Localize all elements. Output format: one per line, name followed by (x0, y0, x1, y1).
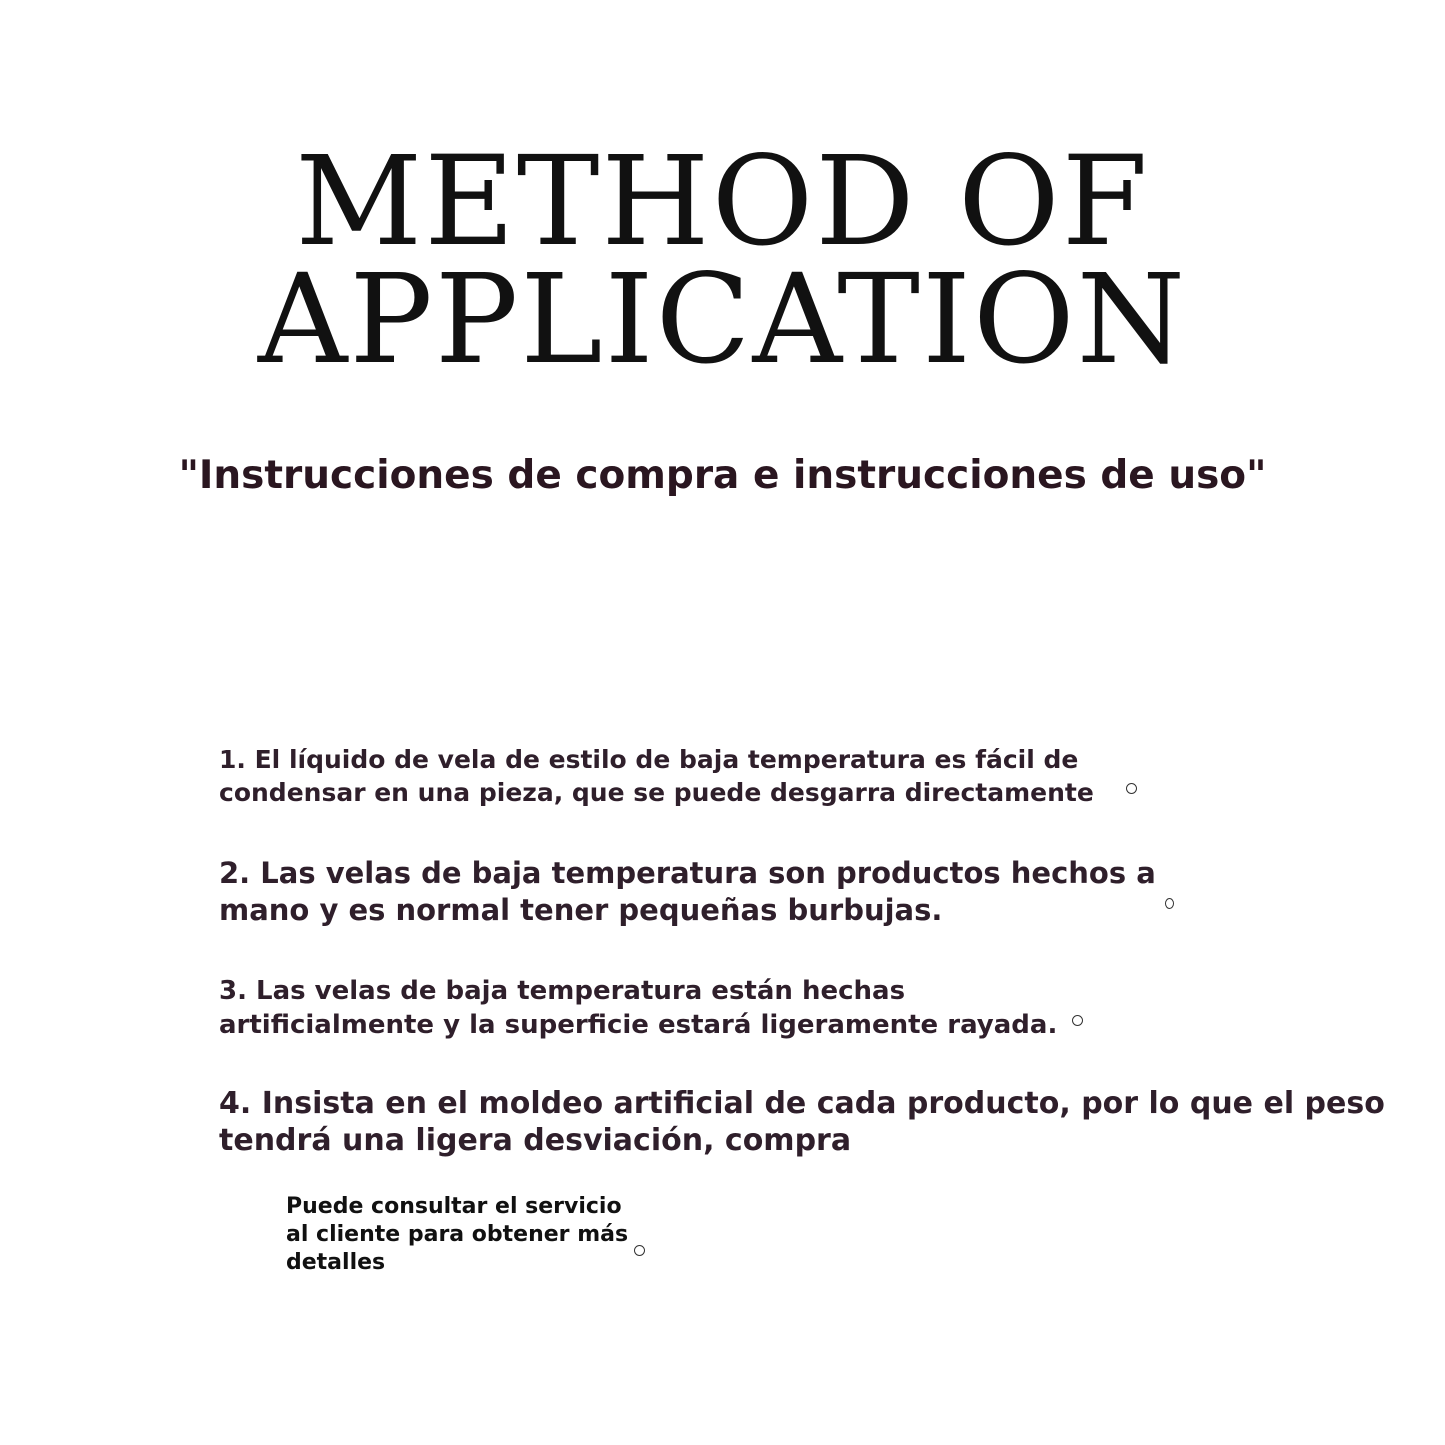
page-title-line-1: METHOD OF (295, 130, 1150, 274)
note-line-3: detalles (286, 1250, 386, 1275)
circle-marker-icon (1165, 898, 1174, 909)
instruction-step-4-line-2: tendrá una ligera desviación, compra (219, 1123, 852, 1158)
circle-marker-icon (1072, 1015, 1083, 1026)
customer-service-note (286, 1193, 628, 1277)
instruction-step-3 (219, 974, 1057, 1042)
instruction-step-2-line-2: mano y es normal tener pequeñas burbujas. (219, 893, 943, 927)
page-title-line-2: APPLICATION (257, 248, 1188, 392)
instruction-step-4 (219, 1085, 1385, 1159)
instruction-step-1 (219, 743, 1094, 809)
subtitle: "Instrucciones de compra e instrucciones de uso" (178, 453, 1267, 498)
instruction-step-1-line-1: 1. El líquido de vela de estilo de baja temperatura es fácil de (219, 745, 1079, 774)
instruction-step-2 (219, 855, 1156, 929)
circle-marker-icon (634, 1245, 645, 1256)
instruction-step-1-line-2: condensar en una pieza, que se puede desgarra directamente (219, 778, 1094, 807)
note-line-2: al cliente para obtener más (286, 1222, 629, 1247)
circle-marker-icon (1126, 783, 1137, 794)
instruction-step-3-line-1: 3. Las velas de baja temperatura están hechas (219, 976, 906, 1006)
note-line-1: Puede consultar el servicio (286, 1194, 622, 1219)
instruction-step-4-line-1: 4. Insista en el moldeo artificial de cada producto, por lo que el peso (219, 1086, 1385, 1121)
instruction-step-3-line-2: artificialmente y la superficie estará ligeramente rayada. (219, 1010, 1058, 1040)
instruction-step-2-line-1: 2. Las velas de baja temperatura son productos hechos a (219, 856, 1156, 890)
